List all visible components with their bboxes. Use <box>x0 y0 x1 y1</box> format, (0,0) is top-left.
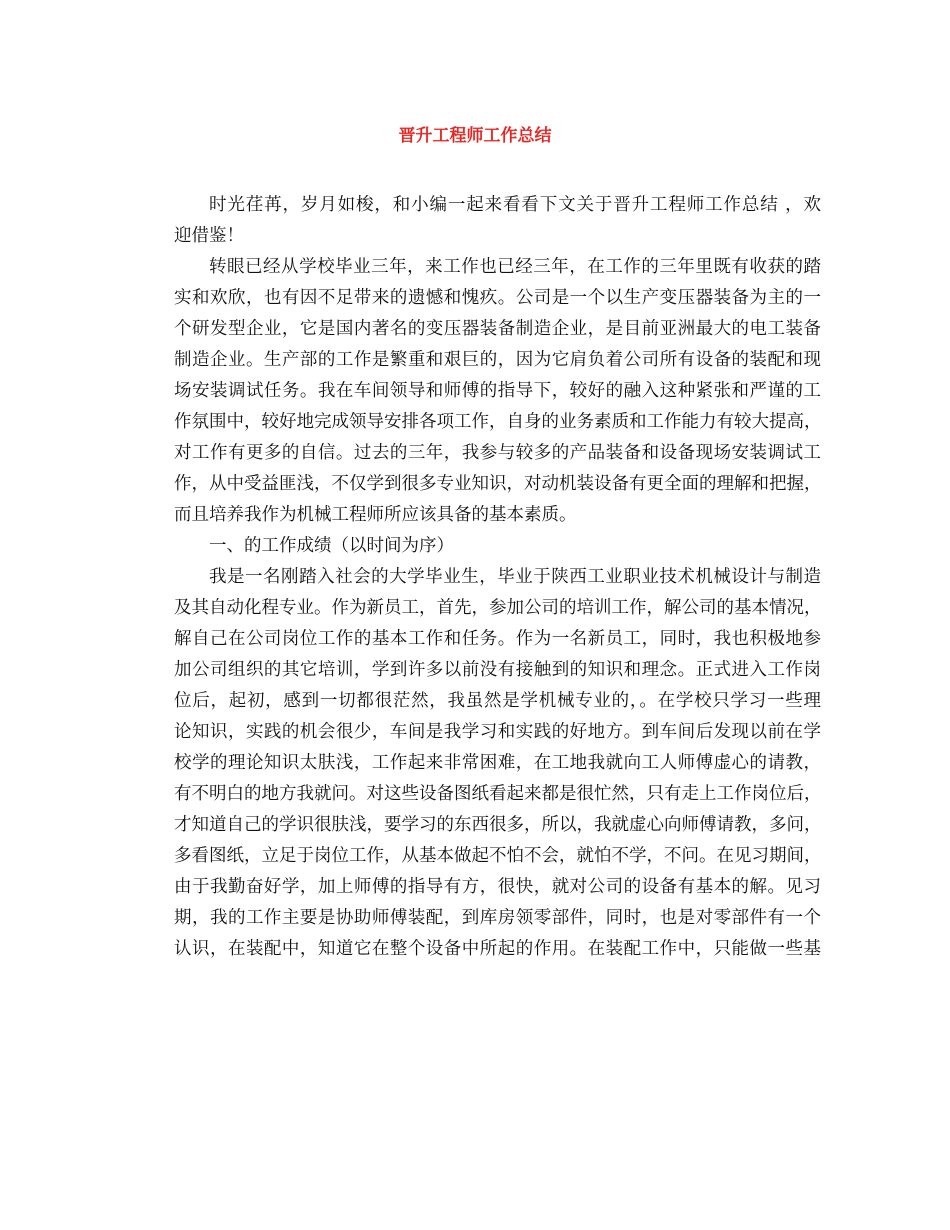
text-line: 校学的理论知识太肤浅，工作起来非常困难，在工地我就向工人师傅虚心的请教， <box>174 753 821 773</box>
text-line: 解自己在公司岗位工作的基本工作和任务。作为一名新员工，同时，我也积极地参 <box>174 629 821 649</box>
text-line: 迎借鉴！ <box>174 226 244 246</box>
text-line: 及其自动化程专业。作为新员工，首先，参加公司的培训工作，解公司的基本情况， <box>174 598 822 618</box>
text-line: 场安装调试任务。我在车间领导和师傅的指导下，较好的融入这种紧张和严谨的工 <box>174 381 821 401</box>
text-line: 对工作有更多的自信。过去的三年，我参与较多的产品装备和设备现场安装调试工 <box>174 443 821 463</box>
text-line: 作，从中受益匪浅，不仅学到很多专业知识，对动机装设备有更全面的理解和把握， <box>174 474 822 494</box>
paragraph-overview <box>139 252 821 531</box>
section-heading-text: 一、的工作成绩（以时间为序） <box>209 536 454 556</box>
text-line: 转眼已经从学校毕业三年，来工作也已经三年，在工作的三年里既有收获的踏 <box>209 257 821 277</box>
text-line: 期，我的工作主要是协助师傅装配，到库房领零部件，同时，也是对零部件有一个 <box>174 908 821 928</box>
text-line: 多看图纸，立足于岗位工作，从基本做起不怕不会，就怕不学，不问。在见习期间， <box>174 846 822 866</box>
text-line: 加公司组织的其它培训，学到许多以前没有接触到的知识和理念。正式进入工作岗 <box>174 660 821 680</box>
text-line: 论知识，实践的机会很少，车间是我学习和实践的好地方。到车间后发现以前在学 <box>174 722 821 742</box>
text-line: 时光荏苒，岁月如梭，和小编一起来看看下文关于晋升工程师工作总结 ，欢 <box>209 195 821 215</box>
text-line: 有不明白的地方我就问。对这些设备图纸看起来都是很忙然，只有走上工作岗位后， <box>174 784 822 804</box>
text-line: 而且培养我作为机械工程师所应该具备的基本素质。 <box>174 505 577 525</box>
text-line: 我是一名刚踏入社会的大学毕业生，毕业于陕西工业职业技术机械设计与制造 <box>209 567 821 587</box>
document-body <box>139 190 821 965</box>
text-line: 个研发型企业，它是国内著名的变压器装备制造企业，是目前亚洲最大的电工装备 <box>174 319 821 339</box>
paragraph-intro <box>139 190 821 252</box>
paragraph-achievements <box>139 562 821 965</box>
text-line: 位后，起初，感到一切都很茫然，我虽然是学机械专业的，。在学校只学习一些理 <box>174 691 821 711</box>
text-line: 认识，在装配中，知道它在整个设备中所起的作用。在装配工作中，只能做一些基 <box>174 939 821 959</box>
section-heading <box>139 531 821 562</box>
text-line: 实和欢欣，也有因不足带来的遗憾和愧疚。公司是一个以生产变压器装备为主的一 <box>174 288 821 308</box>
text-line: 才知道自己的学识很肤浅，要学习的东西很多，所以，我就虚心向师傅请教，多问， <box>174 815 822 835</box>
document-title: 晋升工程师工作总结 <box>398 126 552 146</box>
text-line: 作氛围中，较好地完成领导安排各项工作，自身的业务素质和工作能力有较大提高， <box>174 412 822 432</box>
text-line: 制造企业。生产部的工作是繁重和艰巨的，因为它肩负着公司所有设备的装配和现 <box>174 350 821 370</box>
text-line: 由于我勤奋好学，加上师傅的指导有方，很快，就对公司的设备有基本的解。见习 <box>174 877 821 897</box>
